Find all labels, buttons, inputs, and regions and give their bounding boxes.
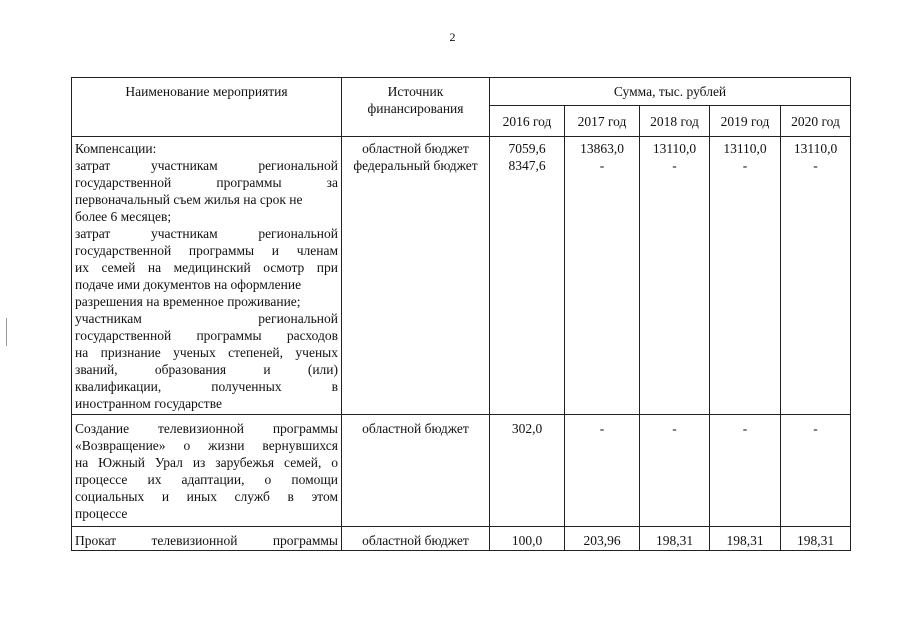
amount-value: 198,31 xyxy=(796,533,835,548)
activity-name xyxy=(72,527,342,551)
amount-value: - xyxy=(599,421,605,436)
amount-2017 xyxy=(565,415,640,527)
text-line: квалификации, полученных в xyxy=(75,379,338,394)
text-line: разрешения на временное проживание; xyxy=(75,294,301,309)
text-line: государственной программы и членам xyxy=(75,243,338,258)
activity-name xyxy=(72,137,342,415)
amount-2016 xyxy=(490,527,565,551)
activity-name xyxy=(72,415,342,527)
text-line: на Южный Урал из зарубежья семей, о xyxy=(75,455,338,470)
page-number: 2 xyxy=(449,30,456,44)
amount-value: 13863,0 xyxy=(580,141,624,156)
amount-2020 xyxy=(781,137,851,415)
text-line: иностранном государстве xyxy=(75,396,222,411)
source-line: областной бюджет xyxy=(362,533,469,548)
header-year: 2019 год xyxy=(710,106,781,137)
amount-value: 13110,0 xyxy=(793,141,838,156)
text-line: процессе xyxy=(75,506,128,521)
header-source xyxy=(342,78,490,137)
header-sum: Сумма, тыс. рублей xyxy=(490,78,851,106)
amount-value: - xyxy=(813,421,818,436)
text-line: участникам региональной xyxy=(75,311,338,326)
text-line: государственной программы за xyxy=(75,175,338,190)
text-line: процессе их адаптации, о помощи xyxy=(75,472,338,487)
amount-value: 7059,6 xyxy=(508,141,546,156)
header-source-line: финансирования xyxy=(367,101,464,116)
funding-source xyxy=(342,415,490,527)
amount-value: 302,0 xyxy=(511,421,543,436)
scan-artifact-line xyxy=(6,318,7,346)
text-line: Прокат телевизионной программы xyxy=(75,533,338,548)
text-line: на признание ученых степеней, ученых xyxy=(75,345,338,360)
text-line: затрат участникам региональной xyxy=(75,226,338,241)
amount-2018 xyxy=(640,527,710,551)
amount-value: 198,31 xyxy=(726,533,764,548)
amount-2020 xyxy=(781,527,851,551)
text-line: Создание телевизионной программы xyxy=(75,421,338,436)
amount-2018 xyxy=(640,137,710,415)
text-line: социальных и иных служб в этом xyxy=(75,489,338,504)
table-row xyxy=(72,527,851,551)
text-line: затрат участникам региональной xyxy=(75,158,338,173)
amount-2020 xyxy=(781,415,851,527)
text-line: государственной программы расходов xyxy=(75,328,338,343)
text-line: «Возвращение» о жизни вернувшихся xyxy=(75,438,338,453)
amount-2017 xyxy=(565,137,640,415)
source-line: областной бюджет xyxy=(362,421,469,436)
source-line: федеральный бюджет xyxy=(353,158,478,173)
amount-value: 13110,0 xyxy=(723,141,767,156)
amount-value: - xyxy=(742,158,748,173)
text-line: подаче ими документов на оформление xyxy=(75,277,302,292)
funding-source xyxy=(342,527,490,551)
amount-2016 xyxy=(490,137,565,415)
header-source-line: Источник xyxy=(387,84,444,99)
amount-value: 13110,0 xyxy=(652,141,697,156)
amount-value: - xyxy=(813,158,818,173)
header-year: 2016 год xyxy=(490,106,565,137)
amount-value: 100,0 xyxy=(511,533,543,548)
text-line: званий, образования и (или) xyxy=(75,362,338,377)
text-line: Компенсации: xyxy=(75,141,157,156)
budget-table xyxy=(71,77,851,551)
funding-source xyxy=(342,137,490,415)
amount-2019 xyxy=(710,137,781,415)
text-line: более 6 месяцев; xyxy=(75,209,172,224)
table-row xyxy=(72,415,851,527)
header-name: Наименование мероприятия xyxy=(72,78,342,137)
amount-value: - xyxy=(599,158,605,173)
amount-value: 8347,6 xyxy=(508,158,546,173)
table-row xyxy=(72,137,851,415)
amount-value: 198,31 xyxy=(655,533,694,548)
header-year: 2018 год xyxy=(640,106,710,137)
source-line: областной бюджет xyxy=(362,141,469,156)
text-line: первоначальный съем жилья на срок не xyxy=(75,192,303,207)
text-line: их семей на медицинский осмотр при xyxy=(75,260,338,275)
amount-value: 203,96 xyxy=(583,533,621,548)
amount-2016 xyxy=(490,415,565,527)
header-year: 2017 год xyxy=(565,106,640,137)
header-row xyxy=(72,78,851,106)
amount-value: - xyxy=(672,421,677,436)
amount-2019 xyxy=(710,527,781,551)
header-year: 2020 год xyxy=(781,106,851,137)
amount-value: - xyxy=(742,421,748,436)
amount-value: - xyxy=(672,158,677,173)
amount-2019 xyxy=(710,415,781,527)
amount-2018 xyxy=(640,415,710,527)
amount-2017 xyxy=(565,527,640,551)
